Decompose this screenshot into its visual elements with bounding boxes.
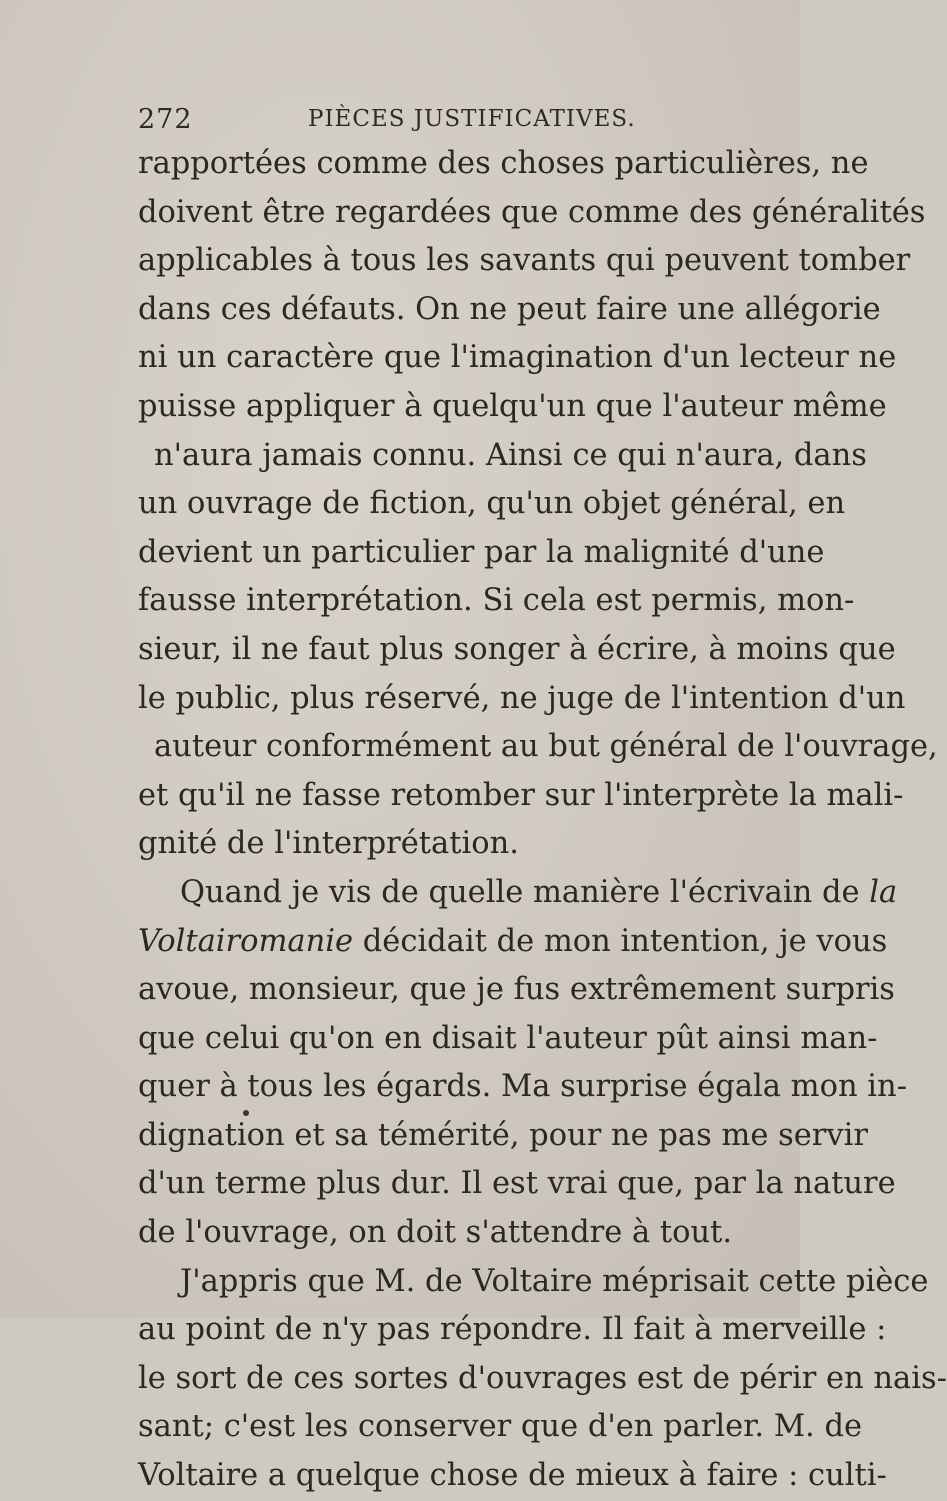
text-line: un ouvrage de fiction, qu'un objet général, en xyxy=(138,486,846,522)
paragraph-2-first-line xyxy=(138,869,898,918)
text-line: que celui qu'on en disait l'auteur pût ainsi man- xyxy=(138,1020,878,1056)
text-line: Voltaire a quelque chose de mieux à faire : culti- xyxy=(138,1458,887,1494)
text-line: de l'ouvrage, on doit s'attendre à tout. xyxy=(138,1215,733,1251)
text-line: doivent être regardées que comme des généralités xyxy=(138,194,926,230)
text-line: puisse appliquer à quelqu'un que l'auteur même xyxy=(138,388,887,424)
ink-dot xyxy=(243,1110,249,1116)
page-header xyxy=(138,104,738,140)
running-title: PIÈCES JUSTIFICATIVES. xyxy=(308,106,636,132)
paragraph-2-second-line xyxy=(138,918,888,967)
text-line: ni un caractère que l'imagination d'un lecteur ne xyxy=(138,340,897,376)
text-line: sant; c'est les conserver que d'en parler. M. de xyxy=(138,1409,863,1445)
text-line: le sort de ces sortes d'ouvrages est de périr en nais- xyxy=(138,1360,947,1396)
text-line: fausse interprétation. Si cela est permis, mon- xyxy=(138,583,855,619)
text-run: Quand je vis de quelle manière l'écrivain de xyxy=(180,874,870,910)
text-line: n'aura jamais connu. Ainsi ce qui n'aura, dans xyxy=(154,437,867,473)
body-text xyxy=(138,140,947,1501)
text-line: dignation et sa témérité, pour ne pas me servir xyxy=(138,1117,868,1153)
text-line: le public, plus réservé, ne juge de l'intention d'un xyxy=(138,680,906,716)
text-line: auteur conformément au but général de l'ouvrage, xyxy=(154,729,938,765)
text-line: au point de n'y pas répondre. Il fait à merveille : xyxy=(138,1312,887,1348)
italic-title-run: Voltairomanie xyxy=(138,923,354,959)
italic-title-run: la xyxy=(869,874,898,910)
text-run: décidait de mon intention, je vous xyxy=(353,923,888,959)
text-line: dans ces défauts. On ne peut faire une allégorie xyxy=(138,291,881,327)
text-line: rapportées comme des choses particulières, ne xyxy=(138,146,869,181)
text-line: applicables à tous les savants qui peuvent tomber xyxy=(138,243,911,279)
text-line: quer à tous les égards. Ma surprise égala mon in- xyxy=(138,1069,907,1105)
text-line: devient un particulier par la malignité d'une xyxy=(138,534,825,570)
text-line: avoue, monsieur, que je fus extrêmement surpris xyxy=(138,972,895,1008)
text-line: J'appris que M. de Voltaire méprisait cette pièce xyxy=(180,1263,929,1299)
text-line: d'un terme plus dur. Il est vrai que, par la nature xyxy=(138,1166,896,1202)
text-line: gnité de l'interprétation. xyxy=(138,826,519,862)
page-number: 272 xyxy=(138,104,193,135)
text-line: et qu'il ne fasse retomber sur l'interprète la mali- xyxy=(138,777,904,813)
text-line: sieur, il ne faut plus songer à écrire, à moins que xyxy=(138,631,896,667)
